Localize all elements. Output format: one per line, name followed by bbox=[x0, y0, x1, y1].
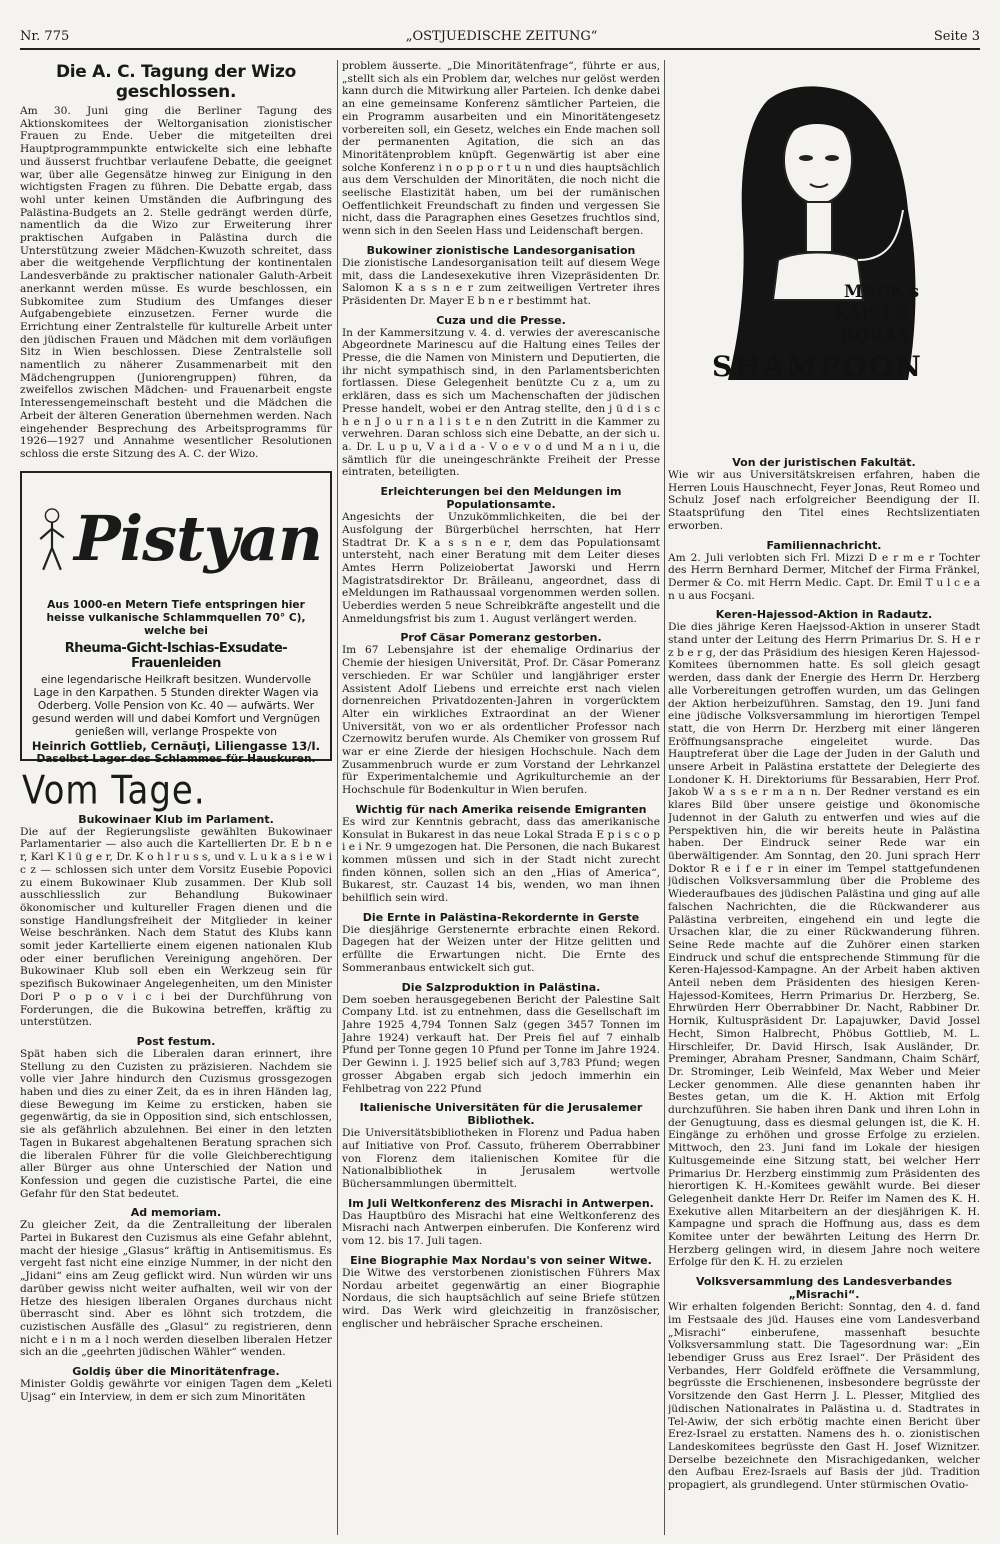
memoriam-headline: Ad memoriam. bbox=[130, 1206, 222, 1220]
nordau-article: Die Witwe des verstorbenen zionistischen Führers Max Nordau arbeitet gegenwärtig an einer Biographie Nordaus, die sich hauptsächlich auf seine Briefe stützen wird. Das Werk wird gleichzeitig in französischer, englischer und hebräischer Sprache erscheinen. bbox=[342, 1266, 660, 1330]
cuza-article: In der Kammersitzung v. 4. d. verwies der averescanische Abgeordnete Marinescu auf die Haltung eines Teiles der Presse, die die Namen von Ministern und Deputierten, die ihr nicht sympathisch sind, in den Parlamentsberichten fortlassen. Diese Gelegenheit benützte Cu z a, um zu erklären, dass es sich um Machenschaften der jüdischen Presse handelt, wobei er den Antrag stellte, den j ü d i s c h e n J o u r n a l i s t e n den Zutritt in die Kammer zu verwehren. Daran schloss sich eine Debatte, an der sich u. a. Dr. L u p u, V a i d a - V o e v o d und M a n i u, die sämtlich für die uneingeschränkte Freiheit der Presse eintraten, beteiligten. bbox=[342, 326, 660, 479]
cuza-headline: Cuza und die Presse. bbox=[436, 313, 566, 327]
goldis-headline: Goldiş über die Minoritätenfrage. bbox=[72, 1365, 280, 1379]
newspaper-title: „OSTJUEDISCHE ZEITUNG“ bbox=[405, 29, 598, 44]
section-vom-tage: Vom Tage. bbox=[22, 767, 206, 814]
amerika-article: Es wird zur Kenntnis gebracht, dass das amerikanische Konsulat in Bukarest in das neue Lokal Strada E p i s c o p i e i Nr. 9 umgezogen hat. Die Personen, die nach Bukarest kommen müssen und sich in der Stadt nicht zurecht finden können, sollen sich an den „Hias of America“, Bukarest, str. Cauzast 14 bis, wenden, wo man ihnen behilflich sein wird. bbox=[342, 815, 660, 905]
page-header bbox=[20, 22, 980, 44]
familie-article: Am 2. Juli verlobten sich Frl. Mizzi D e r m e r Tochter des Herrn Bernhard Dermer, Mitchef der Firma Fränkel, Dermer & Co. mit Herrn Medic. Capt. Dr. Emil T u l c e a n u aus Focşani. bbox=[668, 551, 980, 602]
ad-brand-kaiser: KAISER bbox=[834, 304, 909, 324]
pistyan-logo bbox=[30, 479, 322, 599]
ad-line-3: eine legendarische Heilkraft besitzen. Wundervolle Lage in den Karpathen. 5 Stunden direkter Wagen via Oderberg. Volle Pension von Kc. 40 — aufwärts. Wer gesund werden will und dabei Komfort und Vergnügen genießen will, verlange Prospekte von bbox=[31, 673, 321, 738]
column-rule-2 bbox=[664, 60, 665, 1535]
header-rule bbox=[20, 48, 980, 50]
ernte-article: Die diesjährige Gerstenernte erbrachte einen Rekord. Dagegen hat der Weizen unter der Hitze gelitten und erfüllte die Erwartungen nicht. Die Ernte des Sommeranbaus entwickelt sich gut. bbox=[342, 923, 660, 974]
ernte-headline: Die Ernte in Palästina-Rekordernte in Gerste bbox=[362, 910, 640, 924]
volksversammlung-article: Wir erhalten folgenden Bericht: Sonntag, den 4. d. fand im Festsaale des jüd. Hauses eine vom Landesverband „Misrachi“ einberufene, massenhaft besuchte Volksversammlung statt. Die Tagesordnung war: „Ein lebendiger Gruss aus Erez Israel“. Der Präsident des Verbandes, Herr Goldfeld eröffnete die Versammlung, begrüsste die Erschienenen, insbesondere begrüsste der Vorsitzende den Gast Herrn J. L. Plesser, Mitglied des jüdischen Nationalrates in Palästina u. d. Stadtrates in Tel-Awiw, der sich erbötig machte einen Bericht über Erez-Israel zu erstatten. Namens des h. o. zionistischen Landeskomitees begrüsste den Gast H. Josef Wiznitzer. Derselbe bezeichnete den Misrachigedanken, welcher den Aufbau Erez-Israels auf Basis der jüd. Tradition propagiert, als grundlegend. Unter stürmischen Ovatio- bbox=[668, 1301, 980, 1492]
pomeranz-headline: Prof Cäsar Pomeranz gestorben. bbox=[400, 631, 602, 645]
bukowiner-article: Die zionistische Landesorganisation teilt auf diesem Wege mit, dass die Landesexekutive ihren Vizepräsidenten Dr. Salomon K a s s n e r zum zeitweiligen Vertreter ihres Präsidenten Dr. Mayer E b n e r bestimmt hat. bbox=[342, 256, 660, 307]
ad-brand-macks: MACK's bbox=[844, 282, 920, 302]
goldis-continuation: problem äusserte. „Die Minoritätenfrage“, führte er aus, „stellt sich als ein Problem dar, welches nur gelöst werden kann durch die Mitwirkung aller Parteien. Ich denke dabei an eine gemeinsame Konferenz sämtlicher Parteien, die ein Programm ausarbeiten und ein Minoritätengesetz vorbereiten soll, ein Gesetz, welches ein Ende machen soll der permanenten Agitation, die sich an das Minoritätenproblem knüpft. Gegenwärtig ist aber eine solche Konferenz i n o p p o r t u n und dies hauptsächlich aus dem Verschulden der Minoritäten, die noch nicht die seelische Elastizität haben, um bei der rumänischen Oeffentlichkeit Freundschaft zu finden und vergessen Sie nicht, dass die Paragraphen eines Gesetzes fruchtlos sind, wenn sich in den Seelen Hass und Leidenschaft bergen. bbox=[342, 60, 660, 238]
fakultaet-headline: Von der juristischen Fakultät. bbox=[732, 456, 916, 469]
goldis-article: Minister Goldiş gewährte vor einigen Tagen dem „Keleti Ujsag“ ein Interview, in dem er sich zum Minoritäten bbox=[20, 1378, 332, 1403]
wizo-article: Am 30. Juni ging die Berliner Tagung des Aktionskomitees der Weltorganisation zionistischer Frauen zu Ende. Ueber die mitgeteilten drei Hauptprogrammpunkte entwickelte sich eine lebhafte und äusserst fruchtbar verlaufene Debatte, die geeignet war, über alle Gegensätze hinweg zur Einigung in den wichtigsten Fragen zu führen. Die Debatte ergab, dass wohl unter keinen Umständen die Aufbringung des Palästina-Budgets an 2. Stelle gedrängt werden dürfe, namentlich da die Wizo zur Erweiterung ihrer praktischen Aufgaben in Palästina durch die Unterstützung zweier Mädchen-Kwuzoth schreitet, dass aber die weitgehende Verpflichtung der kontinentalen Landesverbände zu praktischer nationaler Galuth-Arbeit anerkannt werden müsse. Es wurde beschlossen, ein Subkomitee zum Studium des Umfanges dieser Aufgabengebiete einzusetzen. Ferner wurde die Errichtung einer Zentralstelle für kulturelle Arbeit unter den jüdischen Frauen und Mädchen mit dem vorläufigen Sitz in Wien beschlossen. Diese Zentralstelle soll namentlich zu näherer Zusammenarbeit mit den Mädchengruppen (Juniorengruppen) führen, da zweifellos zwischen Mädchen- und Frauenarbeit engste Interessengemeinschaft besteht und die Mädchen die Arbeit der älteren Generation übernehmen werden. Nach eingehender Besprechung des Arbeitsprogramms für 1926—1927 und Annahme wesentlicher Resolutionen schloss die erste Sitzung des A. C. der Wizo. bbox=[20, 105, 332, 460]
page-number: Seite 3 bbox=[933, 29, 980, 44]
fakultaet-article: Wie wir aus Universitätskreisen erfahren, haben die Herren Louis Hauschnecht, Feyer Jonas, Reut Romeo und Schulz Josef nach erfolgreicher Beendigung der II. Staatsprüfung den Titel eines Rechtslizentiaten erworben. bbox=[668, 469, 980, 532]
figure-icon bbox=[30, 489, 74, 589]
ad-line-2: Rheuma-Gicht-Ischias-Exsudate-Frauenleiden bbox=[64, 640, 288, 671]
keren-headline: Keren-Hajessod-Aktion in Radautz. bbox=[715, 608, 933, 622]
shampoo-advertisement bbox=[668, 60, 980, 450]
amerika-headline: Wichtig für nach Amerika reisende Emigranten bbox=[355, 802, 647, 816]
wizo-headline: Die A. C. Tagung der Wizo geschlossen. bbox=[55, 62, 297, 102]
keren-article: Die dies jährige Keren Haejssod-Aktion in unserer Stadt stand unter der Leitung des Herrn Primarius Dr. S. H e r z b e r g, der das Präsidium des hiesigen Keren Hajessod-Komitees übernommen hatte. Es soll gleich gesagt werden, dass dank der Energie des Herrn Dr. Herzberg alle Vorbereitungen getroffen wurden, um das Gelingen der Aktion herbeizuführen. Samstag, den 19. Juni fand eine jüdische Volksversammlung im hierortigen Tempel statt, die von Herrn Dr. Herzberg mit einer längeren Eröffnungsansprache eingeleitet wurde. Das Hauptreferat über die Lage der Juden in der Galuth und unsere Arbeit in Palästina erstattete der Delegierte des Londoner K. H. Direktoriums für Bessarabien, Herr Prof. Jakob W a s s e r m a n n. Der Redner verstand es ein klares Bild über unsere geistige und ökonomische Judennot in der Galuth zu entwerfen und wies auf die Perspektiven hin, die wir bereits heute in Palästina haben. Der Eindruck seiner Rede war ein überwältigender. Am Sonntag, den 20. Juni sprach Herr Doktor R e i f e r in einer im Tempel stattgefundenen jüdischen Volksversammlung über die Probleme des Wiederaufbaues des jüdischen Palästina und ging auf alle falschen Nachrichten, die die Rückwanderer aus Palästina verbreiten, eingehend ein und legte die Ursachen klar, die zu einer Rückwanderung führen. Seine Rede machte auf die Zuhörer einen starken Eindruck und schuf die entsprechende Stimmung für die Keren-Hajessod-Kampagne. An der Arbeit haben aktiven Anteil neben dem Präsidenten des hiesigen Keren-Hajessod-Komitees, Herrn Primarius Dr. Herzberg, Se. Ehrwürden Herr Oberrabbiner Dr. Nacht, Rabbiner Dr. Hornik, Kultuspräsident Dr. Lapajuwker, David Jossel Hecht, Simon Halbrecht, Phöbus Gottlieb, M. L. Hirschleifer, Dr. David Hirsch, Isak Ausländer, Dr. Preminger, Abraham Presner, Sandmann, Chaim Schärf, Dr. Strominger, Leib Weinfeld, Max Weber und Meier Lecker genommen. Alle diese genannten haben ihr Bestes getan, um die K. H. Aktion mit Erfolg durchzuführen. Sie haben ihren Dank und ihren Lohn in der Genugtuung, dass es diesmal gelungen ist, die K. H. Eingänge zu erhöhen und grosse Erfolge zu erzielen. Mittwoch, den 23. Juni fand im Lokale der hiesigen Kultusgemeinde eine Sitzung statt, bei welcher Herr Primarius Dr. Herzberg einstimmig zum Präsidenten des hierortigen K. H.-Komitees gewählt wurde. Bei dieser Gelegenheit dankte Herr Dr. Reifer im Namen des K. H. Exekutive allen Mitarbeitern an der diesjährigen K. H. Kampagne und sprach die Hoffnung aus, dass es dem Komitee unter der bewährten Leitung des Herrn Dr. Herzberg gelingen wird, in diesem Jahre noch weitere Erfolge für den K. H. zu erzielen bbox=[668, 621, 980, 1269]
familie-headline: Familiennachricht. bbox=[766, 538, 882, 552]
klub-article: Die auf der Regierungsliste gewählten Bukowinaer Parlamentarier — also auch die Kartellierten Dr. E b n e r, Karl K l ü g e r, Dr. K o h l r u s s, und v. L u k a s i e w i c z — schlossen sich unter dem Vorsitz Eusebie Popovici zu einem Bukowinaer Klub zusammen. Der Klub soll ausschliesslich zur Behandlung Bukowinaer ökonomischer und kultureller Fragen dienen und die sonstige Handlungsfreiheit der Mitglieder in keiner Weise beschränken. Nach dem Statut des Klubs kann somit jeder Kartellierte einem eigenen nationalen Klub oder einer beruflichen Vereinigung angehören. Der Bukowinaer Klub soll eben ein Werkzeug sein für spezifisch Bukowinaer Angelegenheiten, um den Minister Dori P o p o v i c i bei der Durchführung von Forderungen, die die Bukowina betreffen, kräftig zu unterstützen. bbox=[20, 825, 332, 1029]
post-festum-headline: Post festum. bbox=[136, 1034, 216, 1048]
column-rule-1 bbox=[337, 60, 338, 1535]
bukowiner-headline: Bukowiner zionistische Landesorganisation bbox=[366, 243, 636, 257]
misrachi-article: Das Hauptbüro des Misrachi hat eine Weltkonferenz des Misrachi nach Antwerpen einberufen. Die Konferenz wird vom 12. bis 17. Juli tagen. bbox=[342, 1209, 660, 1248]
salz-headline: Die Salzproduktion in Palästina. bbox=[401, 980, 601, 994]
column-1 bbox=[20, 60, 332, 1535]
erleichterungen-headline: Erleichterungen bei den Meldungen im Populationsamte. bbox=[380, 485, 622, 512]
pistyan-wordmark: Pistyan bbox=[74, 502, 322, 576]
nordau-headline: Eine Biographie Max Nordau's von seiner Witwe. bbox=[350, 1253, 652, 1267]
italien-article: Die Universitätsbibliotheken in Florenz und Padua haben auf Initiative von Prof. Cassuto, früherem Oberrabbiner von Florenz dem italienischen Komitee für die Nationalbibliothek in Jerusalem wertvolle Büchersammlungen übermittelt. bbox=[342, 1127, 660, 1191]
ad-line-5: Daselbst Lager des Schlammes für Hauskuren. bbox=[36, 752, 316, 765]
pomeranz-article: Im 67 Lebensjahre ist der ehemalige Ordinarius der Chemie der hiesigen Universität, Prof. Dr. Cäsar Pomeranz verschieden. Er war Schüler und langjähriger erster Assistent Adolf Liebens und erreichte erst nach vielen dornenreichen Privatdozenten-Jahren in vorgerücktem Alter ein wirkliches Extraordinat an der Wiener Universität, von wo er als ordentlicher Professor nach Czernowitz berufen wurde. Als Chemiker von grossem Ruf war er eine Zierde der hiesigen Hochschule. Nach dem Zusammenbruch wurde er zum Vorstand der Lehrkanzel für Experimentalchemie und Agrikulturchemie an der Hochschule für Bodenkultur in Wien berufen. bbox=[342, 644, 660, 797]
pistyan-advertisement bbox=[20, 471, 332, 765]
klub-headline: Bukowinaer Klub im Parlament. bbox=[78, 812, 274, 826]
erleichterungen-article: Angesichts der Unzukömmlichkeiten, die bei der Ausfolgung der Bürgerbüchel herrschten, hat Herr Stadtrat Dr. K a s s n e r, dem das Populationsamt untersteht, nach einer Beratung mit dem Leiter dieses Amtes Herrn Polizeiobertat Jaworski und Herrn Magistratsdirektor Dr. Brăileanu, angeordnet, dass di eMeldungen im Rathaussaal vorgenommen werden sollen. Ueberdies werden 5 neue Schreibkräfte angestellt und die Anmeldungsfrist bis zum 1. August verlängert werden. bbox=[342, 511, 660, 625]
volksversammlung-headline: Volksversammlung des Landesverbandes „Misrachi“. bbox=[695, 1275, 953, 1302]
memoriam-article: Zu gleicher Zeit, da die Zentralleitung der liberalen Partei in Bukarest den Cuzismus als eine Gefahr ablehnt, macht der hiesige „Glasus“ kräftig in Antisemitismus. Es vergeht fast nicht eine einzige Nummer, in der nicht den „Jidani“ eins am Zeug geflickt wird. Nun würden wir uns darüber gewiss nicht weiter aufhalten, weil wir von der Hetze des hiesigen liberalen Organes durchaus nicht überrascht sind. Aber es löhnt sich trotzdem, die cuzistischen Ausfälle des „Glasul“ zu registrieren, denn nicht e i n m a l noch werden dieselben liberalen Hetzer sich an die „geehrten jüdischen Wähler“ wenden. bbox=[20, 1219, 332, 1359]
salz-article: Dem soeben herausgegebenen Bericht der Palestine Salt Company Ltd. ist zu entnehmen, dass die Gesellschaft im Jahre 1925 4,794 Tonnen Salz (gegen 3457 Tonnen im Jahre 1924) verkauft hat. Der Preis fiel auf 7 einhalb Pfund per Tonne gegen 10 Pfund per Tonne im Jahre 1924. Der Gewinn i. J. 1925 belief sich auf 3,783 Pfund; wegen grosser Abgaben ergab sich jedoch immerhin ein Fehlbetrag von 222 Pfund bbox=[342, 993, 660, 1095]
misrachi-headline: Im Juli Weltkonferenz des Misrachi in Antwerpen. bbox=[348, 1196, 654, 1210]
ad-brand-borax: BORAX bbox=[840, 326, 911, 346]
issue-number: Nr. 775 bbox=[20, 29, 70, 44]
ad-line-1: Aus 1000-en Metern Tiefe entspringen hier heisse vulkanische Schlammquellen 70° C), welche bei bbox=[46, 598, 306, 637]
column-3 bbox=[668, 60, 980, 1535]
italien-headline: Italienische Universitäten für die Jerusalemer Bibliothek. bbox=[359, 1101, 643, 1128]
ad-brand-shampoon: SHAMPOON bbox=[712, 350, 923, 383]
ad-line-4: Heinrich Gottlieb, Cernăuţi, Liliengasse 13/I. bbox=[31, 738, 321, 753]
column-2 bbox=[342, 60, 660, 1535]
post-festum-article: Spät haben sich die Liberalen daran erinnert, ihre Stellung zu den Cuzisten zu präzisieren. Nachdem sie volle vier Jahre hindurch den Cuzismus grossgezogen haben und dies zu einer Zeit, da es in ihren Händen lag, diese Bewegung im Keime zu ersticken, haben sie gegenwärtig, da sie in Opposition sind, sich entschlossen, sie als gefährlich abzulehnen. Bei einer in den letzten Tagen in Bukarest abgehaltenen Beratung sprachen sich die liberalen Führer für die volle Gleichberechtigung aller Bürger aus ohne Unterschied der Nation und Konfession und gegen die cuzistische Partei, die eine Gefahr für den Stat bedeutet. bbox=[20, 1047, 332, 1200]
